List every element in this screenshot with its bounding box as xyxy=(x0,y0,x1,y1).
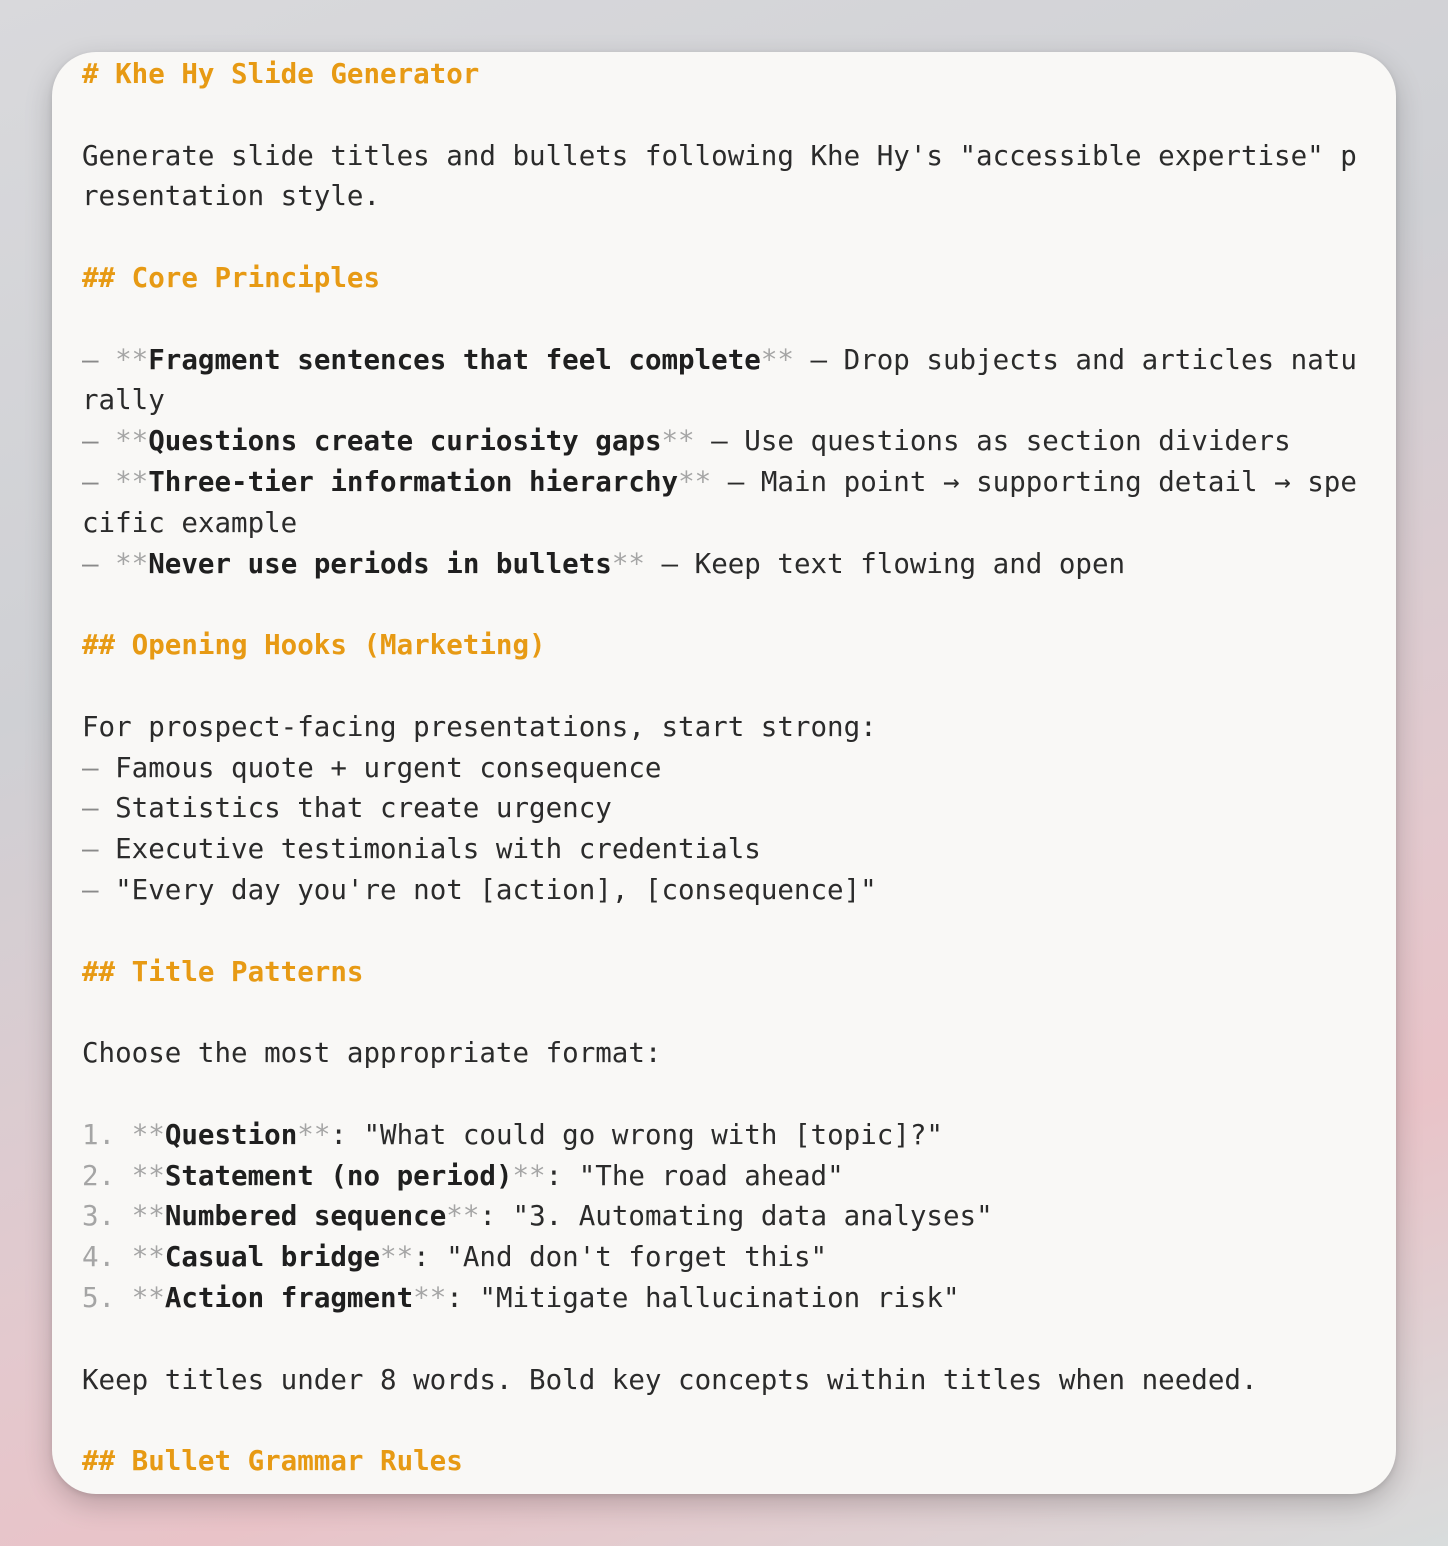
list-item-bold: Action fragment xyxy=(164,1281,414,1314)
list-item-text: : "Mitigate hallucination risk" xyxy=(446,1281,960,1314)
dash-marker: – xyxy=(82,343,116,376)
numbered-item xyxy=(82,1196,1362,1237)
list-item xyxy=(82,870,1362,911)
list-item xyxy=(82,340,1362,381)
list-item-text: "Every day you're not [action], [consequence]" xyxy=(115,873,877,906)
editor-window xyxy=(52,52,1396,1494)
blank-line xyxy=(82,992,1362,1033)
list-number: 4. xyxy=(82,1241,116,1274)
list-item-text: – Use questions as section dividers xyxy=(694,425,1291,458)
bold-marker: ** xyxy=(413,1281,447,1314)
list-number: 2. xyxy=(82,1159,116,1192)
numbered-item xyxy=(82,1156,1362,1197)
bold-marker: ** xyxy=(131,1159,165,1192)
intro-line: resentation style. xyxy=(82,180,381,213)
bold-marker: ** xyxy=(115,547,149,580)
list-item-text: Statistics that create urgency xyxy=(115,792,612,825)
list-item-text: – Main point → supporting detail → spe xyxy=(711,465,1357,498)
list-item-text: : "The road ahead" xyxy=(545,1159,844,1192)
list-item-bold: Three-tier information hierarchy xyxy=(148,465,679,498)
section-heading-bullet-grammar: ## Bullet Grammar Rules xyxy=(82,1445,463,1478)
dash-marker: – xyxy=(82,833,116,866)
bold-marker: ** xyxy=(131,1200,165,1233)
list-item-bold: Question xyxy=(164,1118,298,1151)
list-item xyxy=(82,788,1362,829)
list-item xyxy=(82,748,1362,789)
list-item-text: : "And don't forget this" xyxy=(413,1241,828,1274)
bold-marker: ** xyxy=(131,1241,165,1274)
bold-marker: ** xyxy=(297,1118,331,1151)
bold-marker: ** xyxy=(678,465,712,498)
list-item xyxy=(82,462,1362,503)
list-item-bold: Fragment sentences that feel complete xyxy=(148,343,761,376)
list-item-text: : "What could go wrong with [topic]?" xyxy=(330,1118,943,1151)
section-heading-title-patterns: ## Title Patterns xyxy=(82,955,364,988)
blank-line xyxy=(82,1319,1362,1360)
blank-line xyxy=(82,666,1362,707)
list-item-text: Famous quote + urgent consequence xyxy=(115,751,662,784)
list-item-bold: Statement (no period) xyxy=(164,1159,513,1192)
list-item-bold: Never use periods in bullets xyxy=(148,547,612,580)
bold-marker: ** xyxy=(115,343,149,376)
bold-marker: ** xyxy=(131,1118,165,1151)
list-number: 3. xyxy=(82,1200,116,1233)
bold-marker: ** xyxy=(380,1241,414,1274)
bold-marker: ** xyxy=(512,1159,546,1192)
markdown-document[interactable] xyxy=(82,54,1362,1482)
bold-marker: ** xyxy=(446,1200,480,1233)
dash-marker: – xyxy=(82,792,116,825)
list-item-text: Executive testimonials with credentials xyxy=(115,833,761,866)
numbered-item xyxy=(82,1237,1362,1278)
dash-marker: – xyxy=(82,425,116,458)
list-item-text: : "3. Automating data analyses" xyxy=(479,1200,993,1233)
list-item xyxy=(82,421,1362,462)
list-number: 1. xyxy=(82,1118,116,1151)
list-item-text: – Drop subjects and articles natu xyxy=(793,343,1357,376)
intro-line: Generate slide titles and bullets following Khe Hy's "accessible expertise" p xyxy=(82,139,1357,172)
list-item-continuation: cific example xyxy=(82,506,298,539)
blank-line xyxy=(82,1074,1362,1115)
list-item xyxy=(82,544,1362,585)
bold-marker: ** xyxy=(760,343,794,376)
list-item-bold: Questions create curiosity gaps xyxy=(148,425,662,458)
list-item-bold: Numbered sequence xyxy=(164,1200,447,1233)
blank-line xyxy=(82,1400,1362,1441)
section-footer: Keep titles under 8 words. Bold key concepts within titles when needed. xyxy=(82,1363,1258,1396)
list-item-text: – Keep text flowing and open xyxy=(644,547,1126,580)
blank-line xyxy=(82,217,1362,258)
numbered-item xyxy=(82,1115,1362,1156)
dash-marker: – xyxy=(82,465,116,498)
dash-marker: – xyxy=(82,873,116,906)
list-item-continuation: rally xyxy=(82,384,165,417)
blank-line xyxy=(82,911,1362,952)
dash-marker: – xyxy=(82,751,116,784)
document-title: # Khe Hy Slide Generator xyxy=(82,58,480,90)
dash-marker: – xyxy=(82,547,116,580)
section-heading-core-principles: ## Core Principles xyxy=(82,261,381,294)
blank-line xyxy=(82,95,1362,136)
list-item xyxy=(82,829,1362,870)
bold-marker: ** xyxy=(661,425,695,458)
bold-marker: ** xyxy=(115,465,149,498)
blank-line xyxy=(82,299,1362,340)
section-lead: Choose the most appropriate format: xyxy=(82,1037,662,1070)
numbered-item xyxy=(82,1278,1362,1319)
bold-marker: ** xyxy=(611,547,645,580)
bold-marker: ** xyxy=(131,1281,165,1314)
section-heading-opening-hooks: ## Opening Hooks (Marketing) xyxy=(82,629,546,662)
list-item-bold: Casual bridge xyxy=(164,1241,381,1274)
section-lead: For prospect-facing presentations, start strong: xyxy=(82,710,877,743)
bold-marker: ** xyxy=(115,425,149,458)
list-number: 5. xyxy=(82,1281,116,1314)
blank-line xyxy=(82,584,1362,625)
